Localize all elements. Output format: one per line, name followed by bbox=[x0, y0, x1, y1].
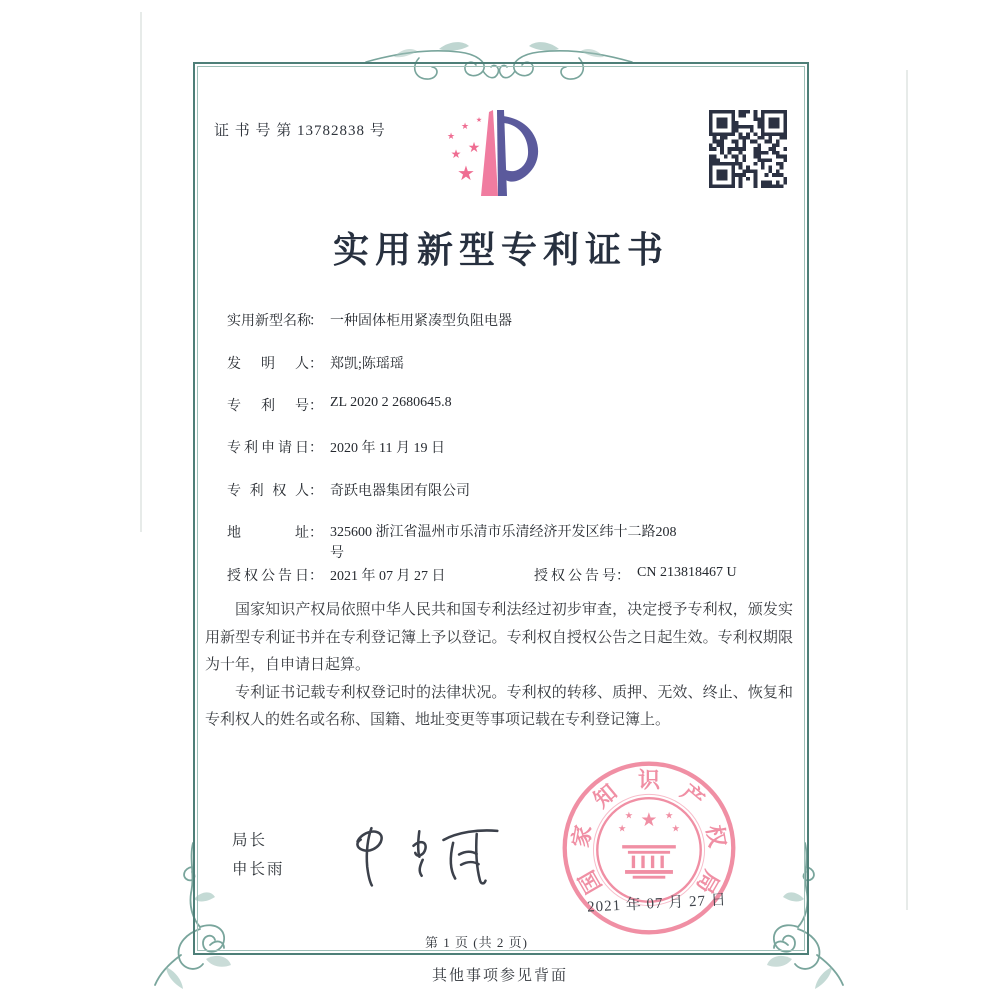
svg-text:★: ★ bbox=[475, 116, 483, 124]
field-label: 地址 bbox=[227, 526, 309, 541]
seal-date: 2021 年 07 月 27 日 bbox=[586, 892, 728, 916]
legal-paragraph-1: 国家知识产权局依照中华人民共和国专利法经过初步审查，决定授予专利权，颁发实用新型专利证书并在专利登记簿上予以登记。专利权自授权公告之日起生效。专利权期限为十年，自申请日起算。 bbox=[205, 602, 793, 673]
legal-text bbox=[205, 597, 793, 735]
field-label: 专利权人 bbox=[227, 484, 309, 499]
field-label: 授权公告号 bbox=[534, 569, 616, 584]
field-row-address bbox=[227, 522, 684, 564]
seal-char: 知 bbox=[588, 779, 622, 813]
certificate-border bbox=[193, 62, 809, 955]
signer-title: 局长 bbox=[232, 832, 268, 849]
signer-block bbox=[232, 826, 285, 884]
certificate-title: 实用新型专利证书 bbox=[332, 230, 669, 270]
grant-number-group bbox=[534, 565, 737, 585]
colon: ： bbox=[309, 526, 323, 541]
grant-date-value: 2021 年 07 月 27 日 bbox=[330, 569, 446, 584]
colon: ： bbox=[309, 441, 323, 456]
field-row-inventor bbox=[227, 353, 404, 373]
svg-text:★: ★ bbox=[460, 121, 470, 131]
seal-char: 产 bbox=[676, 779, 710, 813]
back-note: 其他事项参见背面 bbox=[431, 968, 568, 984]
svg-text:★: ★ bbox=[671, 823, 681, 835]
signer-name: 申长雨 bbox=[232, 861, 285, 878]
field-value: 郑凯;陈瑶瑶 bbox=[330, 357, 404, 372]
sheet-edge-right bbox=[906, 70, 908, 910]
colon: ： bbox=[309, 399, 323, 414]
field-value: 325600 浙江省温州市乐清市乐清经济开发区纬十二路208号 bbox=[330, 525, 677, 561]
field-value: 奇跃电器集团有限公司 bbox=[330, 484, 470, 499]
seal-char: 家 bbox=[567, 823, 597, 850]
svg-text:★: ★ bbox=[467, 141, 481, 156]
colon: ： bbox=[309, 569, 323, 584]
seal-national-emblem bbox=[618, 810, 681, 879]
seal-char: 权 bbox=[701, 823, 731, 850]
field-value: 2020 年 11 月 19 日 bbox=[330, 441, 445, 456]
svg-text:★: ★ bbox=[640, 809, 658, 831]
svg-text:★: ★ bbox=[446, 131, 456, 141]
sheet-edge-left bbox=[140, 12, 142, 532]
grant-number-value: CN 213818467 U bbox=[637, 565, 737, 580]
svg-text:★: ★ bbox=[617, 823, 627, 835]
colon: ： bbox=[616, 569, 630, 584]
seal-char: 识 bbox=[637, 767, 661, 793]
seal-char: 局 bbox=[691, 866, 725, 898]
field-value: ZL 2020 2 2680645.8 bbox=[330, 395, 452, 410]
colon: ： bbox=[309, 484, 323, 499]
field-label: 专利申请日 bbox=[227, 441, 309, 456]
certificate-number: 证 书 号 第 13782838 号 bbox=[214, 123, 386, 139]
svg-text:★: ★ bbox=[664, 810, 674, 822]
colon: ： bbox=[309, 314, 323, 329]
field-label: 实用新型名称 bbox=[227, 314, 311, 329]
field-label: 专利号 bbox=[227, 399, 309, 414]
colon: ： bbox=[309, 357, 323, 372]
svg-text:★: ★ bbox=[450, 147, 462, 161]
handwritten-signature-icon bbox=[340, 797, 518, 903]
field-row-application-date bbox=[227, 437, 445, 457]
seal-char: 国 bbox=[573, 866, 607, 898]
cnipa-logo-icon bbox=[445, 110, 549, 200]
field-label: 授权公告日 bbox=[227, 569, 309, 584]
field-label: 发明人 bbox=[227, 357, 309, 372]
qr-code-icon bbox=[709, 110, 787, 188]
svg-text:★: ★ bbox=[624, 810, 634, 822]
field-value: 一种固体柜用紧凑型负阻电器 bbox=[330, 314, 512, 329]
svg-text:★: ★ bbox=[457, 163, 475, 185]
field-row-patent-number bbox=[227, 395, 452, 415]
field-row-grant bbox=[227, 565, 737, 585]
page-indicator: 第 1 页 (共 2 页) bbox=[425, 935, 528, 950]
field-row-patentee bbox=[227, 480, 470, 500]
field-row-name bbox=[227, 310, 512, 330]
legal-paragraph-2: 专利证书记载专利权登记时的法律状况。专利权的转移、质押、无效、终止、恢复和专利权人的姓名或名称、国籍、地址变更等事项记载在专利登记簿上。 bbox=[205, 684, 793, 728]
